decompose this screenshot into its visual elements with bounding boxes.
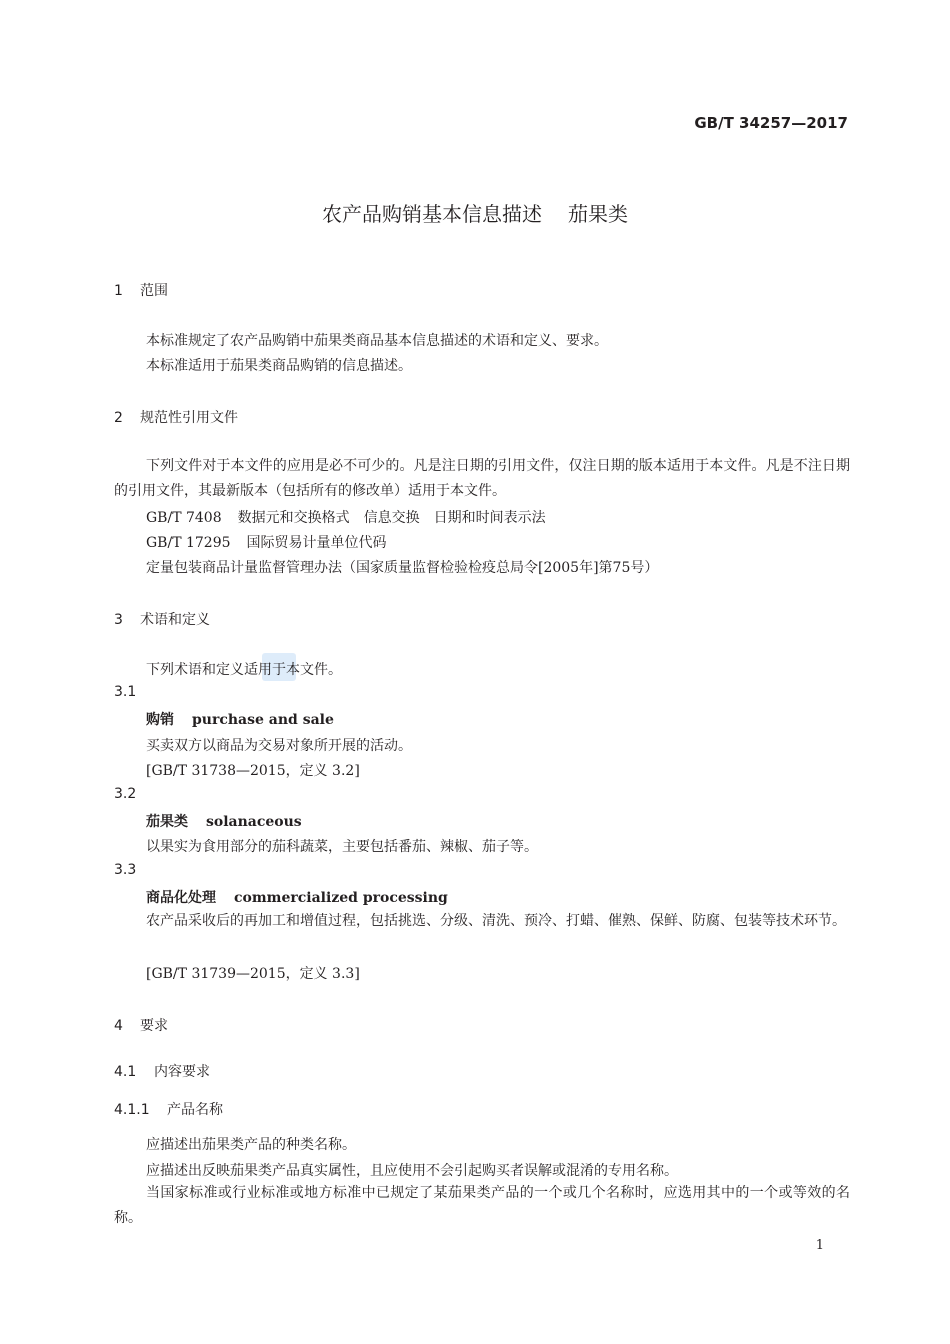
term-zh: 商品化处理 bbox=[146, 890, 216, 906]
standard-number: GB/T 34257—2017 bbox=[694, 114, 848, 132]
term-number: 3.3 bbox=[114, 862, 137, 878]
term-source: [GB/T 31739—2015，定义 3.3] bbox=[146, 966, 360, 982]
reference-code: GB/T 17295 bbox=[146, 535, 231, 551]
page-number: 1 bbox=[815, 1238, 824, 1253]
reference-item bbox=[146, 557, 658, 577]
term-definition: 以果实为食用部分的茄科蔬菜，主要包括番茄、辣椒、茄子等。 bbox=[146, 839, 538, 855]
section-4-1-1-paragraph-3: 当国家标准或行业标准或地方标准中已规定了某茄果类产品的一个或几个名称时，应选用其中的一个或等效的名称。 bbox=[114, 1185, 850, 1226]
document-title bbox=[0, 198, 950, 227]
term-number: 3.2 bbox=[114, 786, 137, 802]
section-number: 4.1.1 bbox=[114, 1102, 150, 1118]
section-title: 内容要求 bbox=[154, 1064, 210, 1080]
term-heading bbox=[146, 887, 448, 907]
term-heading bbox=[146, 811, 302, 831]
section-4-1-heading bbox=[114, 1061, 210, 1081]
section-1-paragraph-2: 本标准适用于茄果类商品购销的信息描述。 bbox=[146, 358, 412, 374]
term-heading bbox=[146, 709, 334, 729]
term-definition: 买卖双方以商品为交易对象所开展的活动。 bbox=[146, 738, 412, 754]
section-number: 1 bbox=[114, 283, 123, 299]
section-4-1-1-paragraph-1: 应描述出茄果类产品的种类名称。 bbox=[146, 1137, 356, 1153]
section-2-heading bbox=[114, 407, 238, 427]
section-1-paragraph-1: 本标准规定了农产品购销中茄果类商品基本信息描述的术语和定义、要求。 bbox=[146, 333, 608, 349]
term-en: solanaceous bbox=[206, 814, 302, 830]
section-title: 范围 bbox=[140, 283, 168, 299]
reference-title: 数据元和交换格式 信息交换 日期和时间表示法 bbox=[237, 510, 546, 526]
term-en: commercialized processing bbox=[234, 890, 448, 906]
section-number: 3 bbox=[114, 612, 123, 628]
term-zh: 茄果类 bbox=[146, 814, 188, 830]
reference-item bbox=[146, 507, 546, 527]
section-number: 2 bbox=[114, 410, 123, 426]
title-sub: 茄果类 bbox=[568, 202, 628, 226]
term-source: [GB/T 31738—2015，定义 3.2] bbox=[146, 763, 360, 779]
section-4-heading bbox=[114, 1015, 168, 1035]
section-3-heading bbox=[114, 609, 210, 629]
term-number: 3.1 bbox=[114, 684, 137, 700]
section-title: 术语和定义 bbox=[140, 612, 210, 628]
section-1-heading bbox=[114, 280, 168, 300]
section-3-intro: 下列术语和定义适用于本文件。 bbox=[146, 662, 342, 678]
title-main: 农产品购销基本信息描述 bbox=[322, 202, 542, 226]
reference-code: GB/T 7408 bbox=[146, 510, 222, 526]
section-title: 产品名称 bbox=[167, 1102, 223, 1118]
section-number: 4 bbox=[114, 1018, 123, 1034]
section-title: 要求 bbox=[140, 1018, 168, 1034]
section-title: 规范性引用文件 bbox=[140, 410, 238, 426]
section-2-intro: 下列文件对于本文件的应用是必不可少的。凡是注日期的引用文件，仅注日期的版本适用于本文件。凡是不注日期的引用文件，其最新版本（包括所有的修改单）适用于本文件。 bbox=[114, 458, 850, 499]
term-en: purchase and sale bbox=[192, 712, 334, 728]
section-number: 4.1 bbox=[114, 1064, 137, 1080]
section-4-1-1-paragraph-2: 应描述出反映茄果类产品真实属性，且应使用不会引起购买者误解或混淆的专用名称。 bbox=[146, 1163, 678, 1179]
reference-title: 定量包装商品计量监督管理办法（国家质量监督检验检疫总局令[2005年]第75号） bbox=[146, 560, 659, 576]
section-4-1-1-heading bbox=[114, 1099, 223, 1119]
reference-item bbox=[146, 532, 387, 552]
term-zh: 购销 bbox=[146, 712, 174, 728]
reference-title: 国际贸易计量单位代码 bbox=[246, 535, 387, 551]
term-definition: 农产品采收后的再加工和增值过程，包括挑选、分级、清洗、预冷、打蜡、催熟、保鲜、防腐、包装等技术环节。 bbox=[146, 913, 846, 929]
